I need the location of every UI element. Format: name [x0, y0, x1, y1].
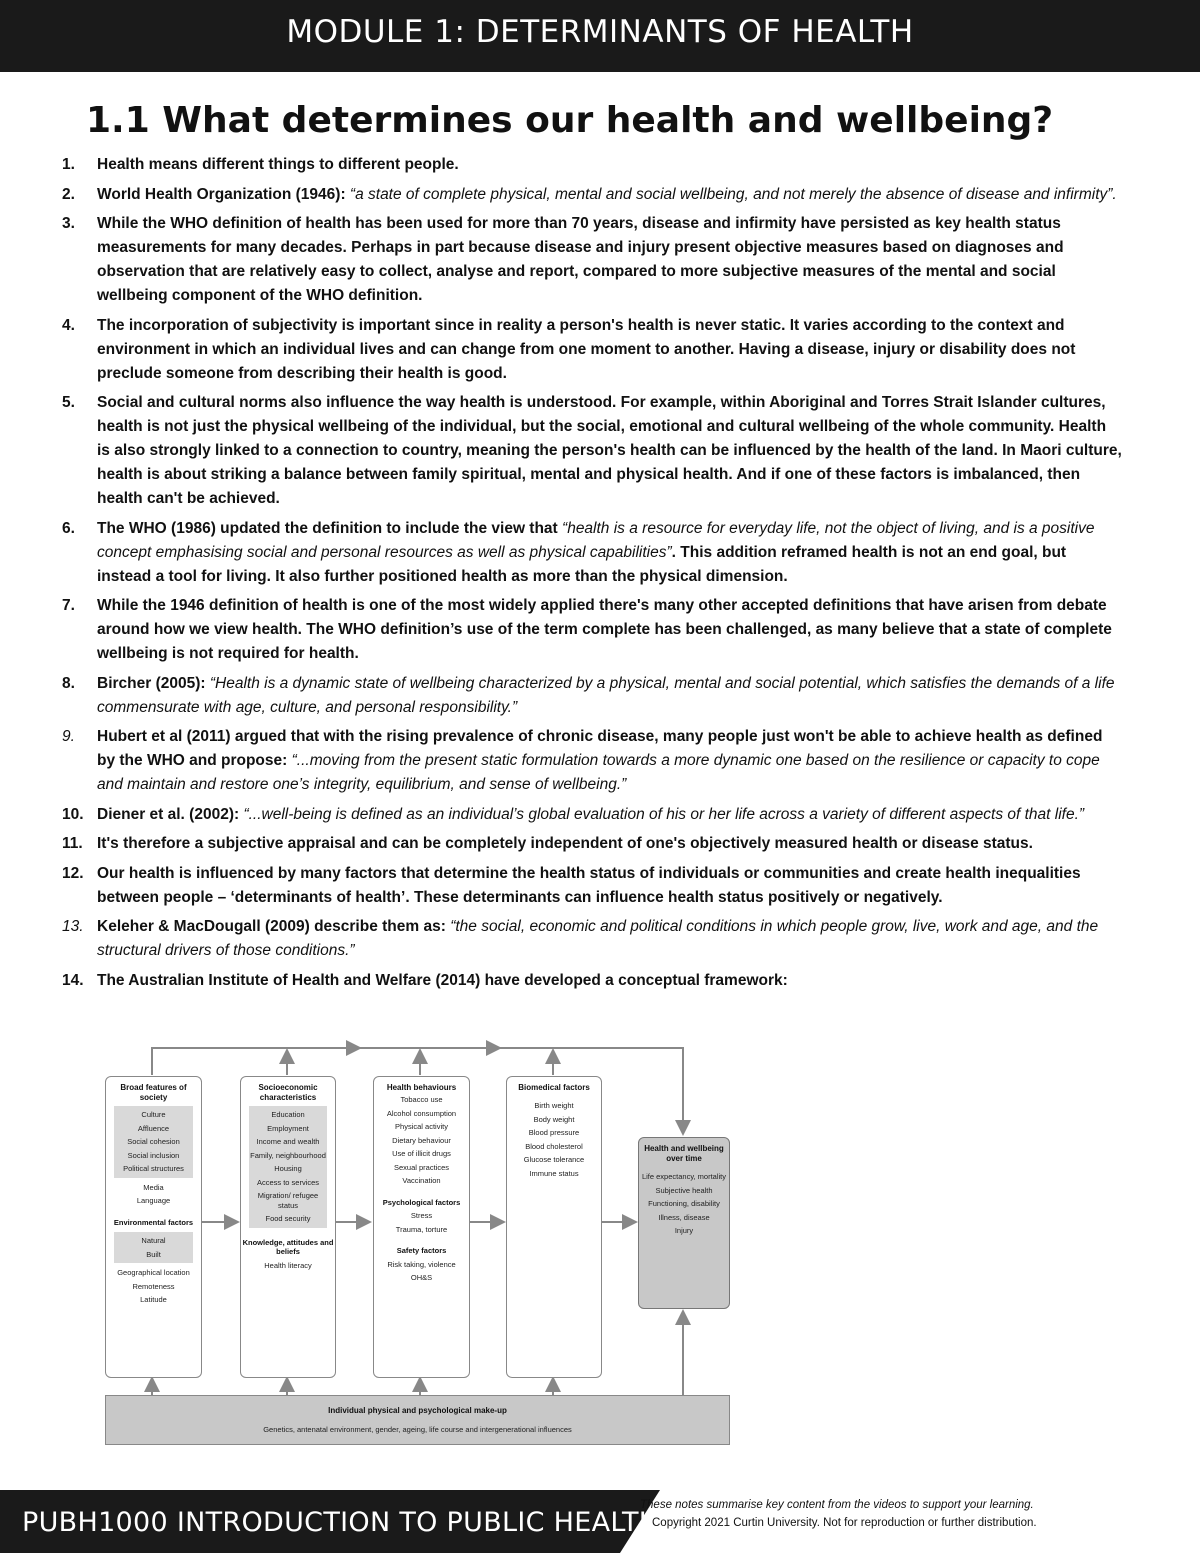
item-number: 14.	[62, 971, 84, 989]
socioeconomic-column	[240, 1076, 336, 1378]
item-text: Social and cultural norms also influence the way health is understood. For example, within Aboriginal and Torres Strait Islander cultures, health is not just the physical wellbeing of the individual, but the social, emotional and cultural wellbeing of the whole community. Health is also strongly linked to a connection to country, meaning the person's health can be influenced by the health of the land. In Maori culture, health is about striking a balance between family spiritual, mental and physical health. And if one of these factors is imbalanced, then health can't be achieved.	[97, 394, 1122, 507]
factor: Use of illicit drugs	[392, 1149, 451, 1158]
item-number: 5.	[62, 394, 75, 411]
column-title: Broad features of society	[120, 1083, 187, 1102]
column-title: Biomedical factors	[518, 1083, 590, 1092]
item-number: 10.	[62, 805, 84, 823]
item-quote: “Health is a dynamic state of wellbeing characterized by a physical, mental and social potential, which satisfies the demands of a life commensurate with age, culture, and personal responsibility.”	[97, 674, 1115, 716]
factor: Sexual practices	[393, 1162, 450, 1172]
column-title: Socioeconomic characteristics	[258, 1083, 318, 1102]
footer-note: These notes summarise key content from the videos to support your learning.	[640, 1499, 1034, 1511]
item-text: Diener et al. (2002):	[97, 805, 244, 823]
factor: Trauma, torture	[395, 1224, 448, 1234]
item-text: The Australian Institute of Health and Welfare (2014) have developed a conceptual framework:	[97, 971, 788, 989]
list-item	[62, 672, 1122, 720]
content-list	[62, 153, 1122, 998]
item-number: 12.	[62, 864, 84, 882]
list-item	[62, 915, 1122, 963]
biomedical-column	[506, 1076, 602, 1378]
outcome: Subjective health	[655, 1185, 713, 1195]
outcome: Illness, disease	[658, 1212, 710, 1222]
list-item	[62, 725, 1122, 797]
item-text: While the WHO definition of health has been used for more than 70 years, disease and infirmity have persisted as key health status measurements for many decades. Perhaps in part because disease and injury present objective measures based on diagnoses and observation that are relatively easy to collect, analyse and report, compared to more subjective measures of the mental and social wellbeing component of the WHO definition.	[97, 215, 1064, 304]
shaded-group	[114, 1106, 193, 1178]
factor: Social cohesion	[127, 1137, 180, 1146]
item-quote: “...well-being is defined as an individual’s global evaluation of his or her life across a variety of different aspects of that life.”	[243, 805, 1085, 823]
item-text: Keleher & MacDougall (2009) describe them as:	[97, 918, 451, 935]
factor: Alcohol consumption	[386, 1108, 457, 1118]
item-number: 13.	[62, 918, 84, 935]
list-item	[62, 862, 1122, 910]
factor: Geographical location	[117, 1268, 190, 1277]
factor: Vaccination	[402, 1176, 441, 1185]
factor: Food security	[265, 1214, 311, 1223]
factor: Health literacy	[264, 1260, 312, 1270]
list-item	[62, 212, 1122, 308]
course-title: PUBH1000 INTRODUCTION TO PUBLIC HEALTH	[22, 1507, 660, 1538]
subheading: Safety factors	[396, 1246, 447, 1255]
factor: Stress	[410, 1211, 433, 1220]
column-title: Health behaviours	[386, 1083, 457, 1092]
list-item	[62, 517, 1122, 589]
factor: Glucose tolerance	[523, 1155, 585, 1164]
factor: Affluence	[137, 1123, 170, 1133]
item-number: 3.	[62, 215, 75, 232]
item-number: 1.	[62, 156, 75, 173]
item-text: Bircher (2005):	[97, 674, 210, 692]
factor: Family, neighbourhood	[250, 1150, 326, 1160]
factor: Access to services	[256, 1177, 320, 1187]
list-item	[62, 391, 1122, 511]
factor: Body weight	[533, 1114, 575, 1124]
item-number: 4.	[62, 316, 75, 334]
item-text: Hubert et al (2011) argued that with the rising prevalence of chronic disease, many people just won't be able to achieve health as defined by the WHO and propose:	[97, 728, 1103, 769]
list-item	[62, 969, 1122, 993]
item-text: It's therefore a subjective appraisal and can be completely independent of one's objectively measured health or disease status.	[97, 835, 1033, 852]
list-item	[62, 832, 1122, 856]
factor: Media	[143, 1182, 164, 1192]
section-heading: 1.1 What determines our health and wellbeing?	[86, 100, 1054, 141]
shaded-group	[249, 1106, 327, 1228]
factor: Housing	[274, 1164, 302, 1173]
aihw-conceptual-framework-diagram	[100, 1040, 740, 1450]
outcome: Life expectancy, mortality	[641, 1172, 727, 1181]
item-quote: “a state of complete physical, mental and social wellbeing, and not merely the absence of disease and infirmity”.	[349, 185, 1117, 203]
item-number: 7.	[62, 597, 75, 614]
item-number: 6.	[62, 519, 75, 537]
item-text: Our health is influenced by many factors that determine the health status of individuals or communities and create health inequalities between people – ‘determinants of health’. These determinants can influence health status positively or negatively.	[97, 864, 1081, 906]
health-behaviours-column	[373, 1076, 470, 1378]
item-number: 2.	[62, 185, 75, 203]
shaded-group	[114, 1232, 193, 1263]
item-text: World Health Organization (1946):	[97, 185, 350, 203]
factor: Immune status	[529, 1168, 579, 1178]
item-quote: “health is a resource for everyday life, not the object of living, and is a positive concept emphasising social and personal resources as well as physical capabilities”	[97, 519, 1095, 561]
makeup-subtitle: Genetics, antenatal environment, gender, ageing, life course and intergenerational influences	[263, 1425, 572, 1434]
list-item	[62, 153, 1122, 177]
factor: Natural	[141, 1236, 166, 1245]
module-header-bar	[0, 0, 1200, 72]
item-text-continued: . This addition reframed health is not an end goal, but instead a tool for living. It also further positioned health as more than the physical dimension.	[97, 543, 1067, 585]
outcome: Injury	[674, 1226, 694, 1235]
broad-features-column	[105, 1076, 202, 1378]
factor: Blood pressure	[528, 1128, 580, 1137]
subheading: Environmental factors	[113, 1217, 194, 1227]
outcome-title: Health and wellbeing over time	[644, 1144, 724, 1163]
factor: Migration/ refugee status	[257, 1191, 319, 1210]
item-text: While the 1946 definition of health is one of the most widely applied there's many other accepted definitions that have arisen from debate around how we view health. The WHO definition’s use of the term complete has been challenged, as many believe that a state of complete wellbeing is not required for health.	[97, 597, 1112, 662]
item-text: The WHO (1986) updated the definition to include the view that	[97, 519, 563, 537]
list-item	[62, 314, 1122, 386]
factor: Latitude	[140, 1295, 167, 1304]
factor: Political structures	[123, 1164, 184, 1173]
list-item	[62, 594, 1122, 666]
factor: Remoteness	[132, 1281, 175, 1291]
factor: Birth weight	[534, 1101, 574, 1110]
factor: Culture	[141, 1110, 166, 1119]
item-text: The incorporation of subjectivity is important since in reality a person's health is never static. It varies according to the context and environment in which an individual lives and can change from one moment to another. Having a disease, injury or disability does not preclude someone from describing their health is good.	[97, 316, 1076, 382]
item-text: Health means different things to different people.	[97, 156, 459, 173]
list-item	[62, 803, 1122, 827]
factor: Risk taking, violence	[387, 1259, 456, 1269]
individual-makeup-box	[105, 1395, 730, 1445]
outcome: Functioning, disability	[648, 1199, 720, 1208]
factor: Social inclusion	[127, 1150, 180, 1160]
factor: Language	[136, 1196, 171, 1205]
makeup-title: Individual physical and psychological make-up	[328, 1406, 507, 1415]
item-number: 11.	[62, 835, 83, 852]
health-outcome-box	[638, 1137, 730, 1309]
factor: Education	[271, 1110, 305, 1119]
factor: Employment	[267, 1123, 309, 1133]
factor: OH&S	[410, 1273, 433, 1282]
factor: Blood cholesterol	[525, 1141, 583, 1151]
factor: Income and wealth	[256, 1137, 320, 1146]
subheading: Psychological factors	[382, 1197, 461, 1207]
subheading: Knowledge, attitudes and beliefs	[242, 1237, 334, 1256]
factor: Built	[146, 1249, 161, 1259]
item-number: 9.	[62, 728, 75, 745]
item-quote: “...moving from the present static formulation towards a more dynamic one based on the resilience or capacity to cope and maintain and restore one’s integrity, equilibrium, and sense of wellbeing.”	[97, 752, 1100, 793]
list-item	[62, 183, 1122, 207]
factor: Physical activity	[395, 1122, 448, 1131]
copyright-text: Copyright 2021 Curtin University. Not for reproduction or further distribution.	[652, 1517, 1037, 1529]
item-number: 8.	[62, 674, 75, 692]
factor: Dietary behaviour	[392, 1135, 451, 1145]
module-title: MODULE 1: DETERMINANTS OF HEALTH	[286, 14, 914, 50]
item-quote: “the social, economic and political conditions in which people grow, live, work and age, and the structural drivers of those conditions.”	[97, 918, 1099, 959]
factor: Tobacco use	[400, 1095, 443, 1104]
